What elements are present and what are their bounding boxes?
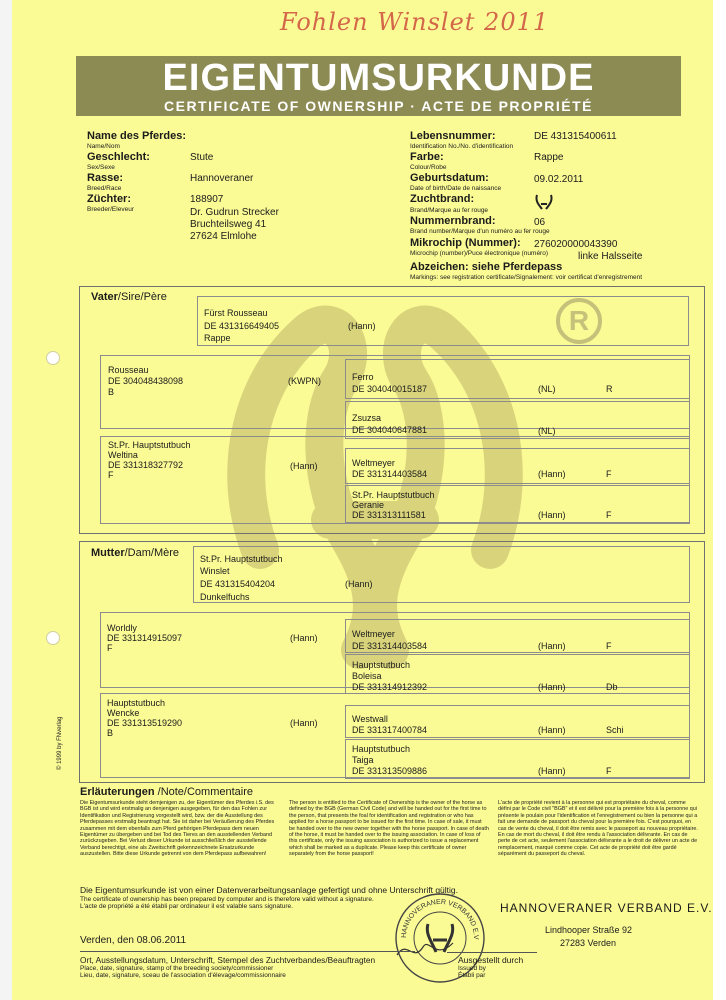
publisher-imprint: © 1999 by FNverlag [57,716,63,770]
breeder-label: Züchter: [87,193,131,205]
dam-number: DE 431315404204 [200,579,276,589]
signature-scribble-icon [395,935,455,965]
registered-mark-icon: R [556,298,602,344]
life-number-sublabel: Identification No./No. d'identification [410,143,514,150]
issued-by-sublabel-en: Issued by [458,965,486,972]
breed-sublabel: Breed/Race [87,185,122,192]
sds-number: DE 331314403584 [352,469,428,479]
sds-colour: F [606,469,612,479]
breeder-number: 188907 [190,194,224,205]
page-title: EIGENTUMSURKUNDE [162,57,595,99]
signature-sublabel-fr: Lieu, date, signature, sceau de l'association d'élevage/commissionnaire [80,972,286,979]
dsd-name: Boleisa [352,671,382,681]
brand-number-sublabel: Brand number/Marque d'un numéro au fer rouge [410,228,550,235]
dam-sire-studbook: (Hann) [290,633,318,643]
dds-studbook: (Hann) [538,725,566,735]
dam-dam-studbook: (Hann) [290,718,318,728]
page-subtitle: CERTIFICATE OF OWNERSHIP · ACTE DE PROPRIÉTÉ [164,98,593,114]
dam-studbook: (Hann) [345,579,373,589]
microchip-number: 276020000043390 [534,239,618,250]
issued-by-label: Ausgestellt durch [458,955,524,965]
dsd-studbook-line: Hauptstutbuch [352,660,411,670]
sex-sublabel: Sex/Sexe [87,164,115,171]
dds-number: DE 331317400784 [352,725,428,735]
ddd-number: DE 331313509886 [352,766,428,776]
microchip-label: Mikrochip (Nummer): [410,237,521,249]
signature-line [80,951,415,952]
ssd-number: DE 304040647881 [352,425,428,435]
dam-dam-studbook-line: Hauptstutbuch [107,698,166,708]
ddd-studbook-line: Hauptstutbuch [352,744,411,754]
dds-name: Westwall [352,714,388,724]
sss-number: DE 304040015187 [352,384,428,394]
punch-hole-top [46,351,60,365]
sss-studbook: (NL) [538,384,556,394]
dss-name: Weltmeyer [352,629,395,639]
dsd-colour: Db [606,682,618,692]
brand-number-label: Nummernbrand: [410,215,496,227]
sire-number: DE 431316649405 [204,321,280,331]
sdd-name: Geranie [352,500,385,510]
name-sublabel: Name/Nom [87,143,120,150]
notes-german: Die Eigentumsurkunde steht demjenigen zu, der Eigentümer des Pferdes i.S. des BGB ist und wird erstmalig an denjenigen ausgegeben, für den das Fohlen zur Identifikation und Registrierung vorgestellt wird, bzw. der die Ausstellung des Pferdepasses erstmalig beantragt hat. Sie ist daher bei Veräußerung des Pferdes zusammen mit dem ebenfalls zum Pferd gehörigen Pferdepass dem neuen Eigentümer zu übergeben und bei Tod des Tieres an den ausstellenden Verband zurückzugeben. Bei Verlust dieser Urkunde ist ausschließlich der ausstellende Verband berechtigt, eine als Zweitschrift gekennzeichnete Ersatzurkunde auszustellen. Bitte diese Urkunde getrennt von dem Pferdepass aufbewahren! [80,800,275,858]
sds-name: Weltmeyer [352,458,395,468]
edp-statement-en: The certificate of ownership has been prepared by computer and is therefore valid without a signature. [80,896,374,903]
sdd-number: DE 331313111581 [352,510,426,520]
sire-studbook: (Hann) [348,321,376,331]
dob-value: 09.02.2011 [534,174,584,185]
sire-colour: Rappe [204,333,231,343]
dam-dam-colour: B [107,728,114,738]
life-number-label: Lebensnummer: [410,130,496,142]
brand-number-value: 06 [534,217,546,228]
dam-dam-number: DE 331313519290 [107,718,183,728]
dam-dam-name: Wencke [107,708,140,718]
association-name: HANNOVERANER VERBAND E.V. [500,901,713,915]
breeder-street: Bruchteilsweg 41 [190,219,267,230]
breed-value: Hannoveraner [190,173,254,184]
dam-section-title: Mutter/Dam/Mère [91,547,180,559]
breeder-city: 27624 Elmlohe [190,231,257,242]
markings-label: Abzeichen: siehe Pferdepass [410,261,563,273]
sss-name: Ferro [352,372,374,382]
dob-label: Geburtsdatum: [410,172,489,184]
sire-name: Fürst Rousseau [204,308,268,318]
dsd-studbook: (Hann) [538,682,566,692]
colour-value: Rappe [534,152,564,163]
ssd-studbook: (NL) [538,426,556,436]
breed-label: Rasse: [87,172,124,184]
sex-label: Geschlecht: [87,151,150,163]
issued-by-sublabel-fr: Établi par [458,972,486,979]
dam-name: Winslet [200,566,230,576]
dam-sire-name: Worldly [107,623,137,633]
title-banner [76,56,681,116]
page-margin [0,0,12,1000]
breeder-sublabel: Breeder/Eleveur [87,206,134,213]
notes-french: L'acte de propriété revient à la personne qui est propriétaire du cheval, comme défini par le Code civil "BGB" et il est délivré pour la première fois à la personne qui présente le poulain pour l'identification et l'enregistrement ou bien la personne qui a fait une demande de passport du cheval pour la première fois. C'est pourquoi, en cas de vente du cheval, il doit être remis avec le passeport au nouveau propriétaire. En cas de mort du cheval, il doit être rendu à l'association délivrante. En cas de perte de cet acte, seulement l'association délivrante a le droit de délivrer un acte de remplacement, marqué comme copie. Cet acte de propriété doit être gardé séparément du passeport du cheval. [498,800,698,858]
sdd-studbook-line: St.Pr. Hauptstutbuch [352,490,435,500]
sds-studbook: (Hann) [538,469,566,479]
name-label: Name des Pferdes: [87,130,187,142]
sire-dam-studbook: (Hann) [290,461,318,471]
markings-sublabel: Markings: see registration certificate/Signalement: voir certificat d'enregistrement [410,274,643,281]
sss-colour: R [606,384,613,394]
association-street: Lindhooper Straße 92 [545,925,633,935]
dds-colour: Schi [606,725,624,735]
dam-colour: Dunkelfuchs [200,592,250,602]
sire-sire-studbook: (KWPN) [288,376,321,386]
association-city: 27283 Verden [560,938,617,948]
colour-sublabel: Colour/Robe [410,164,447,171]
microchip-position: linke Halsseite [578,251,643,262]
sire-dam-colour: F [108,470,114,480]
dob-sublabel: Date of birth/Date de naissance [410,185,502,192]
svg-text:HANNOVERANER VERBAND E.V. [392,890,479,940]
sire-dam-studbook-line: St.Pr. Hauptstutbuch [108,440,191,450]
sdd-colour: F [606,510,612,520]
sire-sire-colour: B [108,387,115,397]
ddd-colour: F [606,766,612,776]
life-number-value: DE 431315400611 [534,131,617,142]
sire-dam-number: DE 331318327792 [108,460,184,470]
issued-by-line [447,952,537,953]
dsd-number: DE 331314912392 [352,682,428,692]
dam-sire-number: DE 331314915097 [107,633,183,643]
microchip-sublabel: Microchip (number)/Puce électronique (numéro) [410,250,549,257]
dam-studbook-line: St.Pr. Hauptstutbuch [200,554,283,564]
sdd-studbook: (Hann) [538,510,566,520]
notes-title: Erläuterungen /Note/Commentaire [80,786,254,798]
brand-sublabel: Brand/Marque au fer rouge [410,207,489,214]
sex-value: Stute [190,152,214,163]
ddd-name: Taiga [352,755,374,765]
dss-colour: F [606,641,612,651]
issue-place-date: Verden, den 08.06.2011 [80,935,187,946]
sire-sire-name: Rousseau [108,365,149,375]
ddd-studbook: (Hann) [538,766,566,776]
dss-studbook: (Hann) [538,641,566,651]
edp-statement-fr: L'acte de propriété a été établi par ordinateur il est valable sans signature. [80,903,293,910]
handwritten-note: Fohlen Winslet 2011 [280,8,550,36]
sire-dam-name: Weltina [108,450,138,460]
colour-label: Farbe: [410,151,444,163]
notes-english: The person is entitled to the Certificate of Ownership is the owner of the horse as defined by the BGB (German Civil Code) and will be handed out for the first time to the person, that presents the foal for identification and registration or who has applied for a horse passport to be issued for the first time. In case of sale, it must be handed over to the new owner together with the horse passport. In case of death of the horse, it must be handed over to the issuing association. In case of loss of this certificate, only the issuing association is authorized to issue a replacement which shall be marked as a duplicate. Please keep this certificate of owner separately from the horse passport! [289,800,489,858]
brand-label: Zuchtbrand: [410,193,475,205]
brand-mark-icon [534,193,554,211]
sire-sire-number: DE 304048438098 [108,376,184,386]
punch-hole-bottom [46,631,60,645]
signature-label: Ort, Ausstellungsdatum, Unterschrift, Stempel des Zuchtverbandes/Beauftragten [80,955,376,965]
breeder-name: Dr. Gudrun Strecker [190,207,279,218]
dss-number: DE 331314403584 [352,641,428,651]
stamp-text: HANNOVERANER VERBAND E.V [400,898,480,940]
dam-sire-colour: F [107,643,113,653]
sire-section-title: Vater/Sire/Père [91,291,167,303]
signature-sublabel-en: Place, date, signature, stamp of the breeding society/commissioner [80,965,274,972]
edp-statement-de: Die Eigentumsurkunde ist von einer Datenverarbeitungsanlage gefertigt und ohne Unterschrift gültig. [80,885,459,895]
ssd-name: Zsuzsa [352,413,382,423]
